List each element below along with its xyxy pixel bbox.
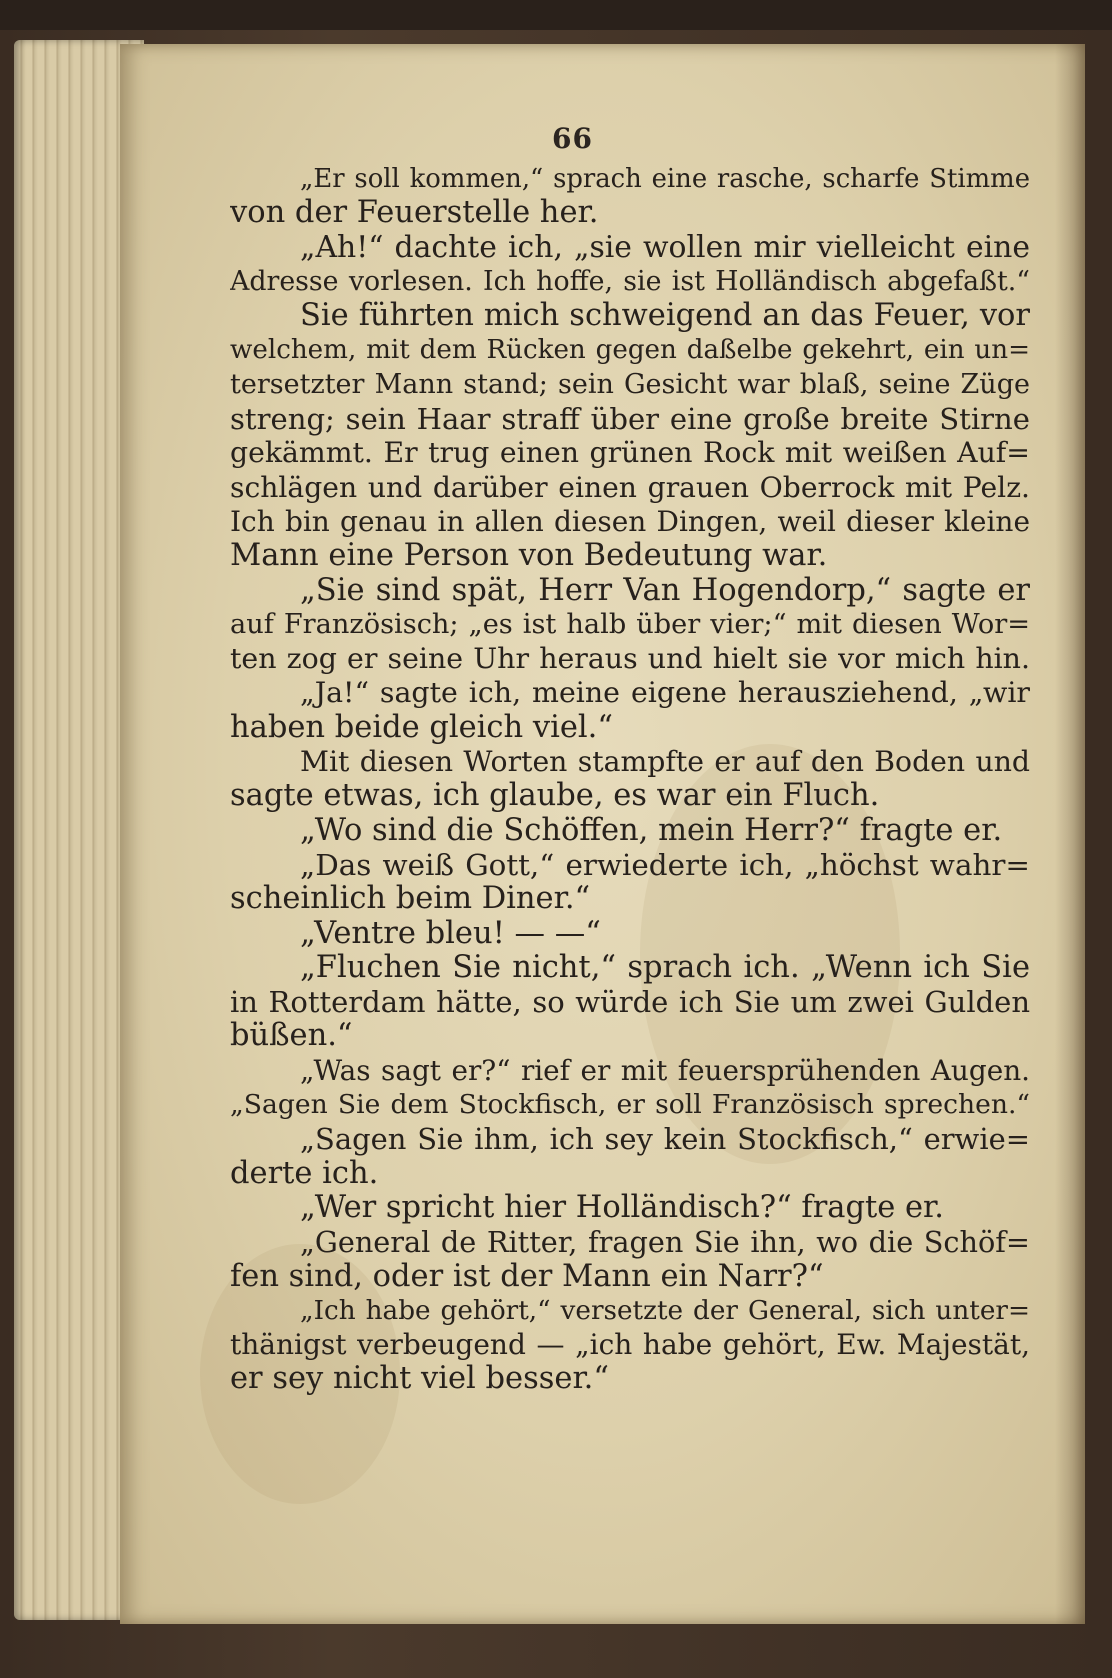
text-line: „Ja!“ sagte ich, meine eigene herausziehend, „wir — [300, 676, 1030, 710]
text-line: „Wo sind die Schöffen, mein Herr?“ fragte er. — [300, 813, 1003, 848]
text-line: Sie führten mich schweigend an das Feuer, vor — [300, 299, 1030, 334]
text-line: büßen.“ — [230, 1019, 353, 1054]
text-line: „Ich habe gehört,“ versetzte der General, sich unter= — [300, 1295, 1030, 1326]
text-line: gekämmt. Er trug einen grünen Rock mit weißen Auf= — [230, 436, 1030, 470]
text-line: „Er soll kommen,“ sprach eine rasche, scharfe Stimme — [300, 164, 1030, 194]
text-line: welchem, mit dem Rücken gegen daßelbe gekehrt, ein un= — [230, 335, 1030, 366]
text-line: Mit diesen Worten stampfte er auf den Boden und — [300, 745, 1030, 779]
gutter-shadow — [1055, 44, 1085, 1624]
text-line: „General de Ritter, fragen Sie ihn, wo die Schöf= — [300, 1225, 1030, 1260]
text-line: „Fluchen Sie nicht,“ sprach ich. „Wenn ich Sie — [300, 950, 1030, 985]
text-line: auf Französisch; „es ist halb über vier;“ mit diesen Wor= — [230, 608, 1030, 640]
text-line: von der Feuerstelle her. — [230, 196, 599, 231]
text-line: fen sind, oder ist der Mann ein Narr?“ — [230, 1259, 824, 1294]
text-line: schlägen und darüber einen grauen Oberrock mit Pelz. — [230, 470, 1030, 504]
text-line: streng; sein Haar straff über eine große breite Stirne — [230, 402, 1030, 437]
text-line: „Was sagt er?“ rief er mit feuersprühenden Augen. — [300, 1053, 1030, 1087]
text-line: in Rotterdam hätte, so würde ich Sie um zwei Gulden — [230, 985, 1030, 1020]
text-line: Ich bin genau in allen diesen Dingen, weil dieser kleine — [230, 504, 1030, 538]
text-line: „Ventre bleu! — —“ — [300, 916, 601, 951]
body-text — [230, 162, 1030, 1397]
text-line: „Sie sind spät, Herr Van Hogendorp,“ sagte er — [300, 573, 1030, 608]
text-line: „Sagen Sie dem Stockfisch, er soll Französisch sprechen.“ — [230, 1089, 1030, 1121]
page-number: 66 — [552, 122, 593, 155]
text-line: thänigst verbeugend — „ich habe gehört, Ew. Majestät, — [230, 1328, 1030, 1362]
book-page — [120, 44, 1085, 1624]
text-line: sagte etwas, ich glaube, es war ein Fluch. — [230, 779, 880, 814]
text-line: „Sagen Sie ihm, ich sey kein Stockfisch,“ erwie= — [300, 1122, 1030, 1157]
text-line: „Wer spricht hier Holländisch?“ fragte er. — [300, 1190, 944, 1225]
text-line: derte ich. — [230, 1156, 379, 1191]
text-line: „Das weiß Gott,“ erwiederte ich, „höchst wahr= — [300, 847, 1030, 882]
text-line: scheinlich beim Diner.“ — [230, 882, 591, 917]
text-line: ten zog er seine Uhr heraus und hielt sie vor mich hin. — [230, 642, 1030, 676]
text-line: Adresse vorlesen. Ich hoffe, sie ist Holländisch abgefaßt.“ — [230, 265, 1030, 297]
text-line: er sey nicht viel besser.“ — [230, 1362, 609, 1397]
text-line: haben beide gleich viel.“ — [230, 710, 613, 745]
text-line: Mann eine Person von Bedeutung war. — [230, 539, 828, 574]
text-line: tersetzter Mann stand; sein Gesicht war blaß, seine Züge — [230, 368, 1030, 400]
text-line: „Ah!“ dachte ich, „sie wollen mir vielleicht eine — [300, 230, 1030, 265]
